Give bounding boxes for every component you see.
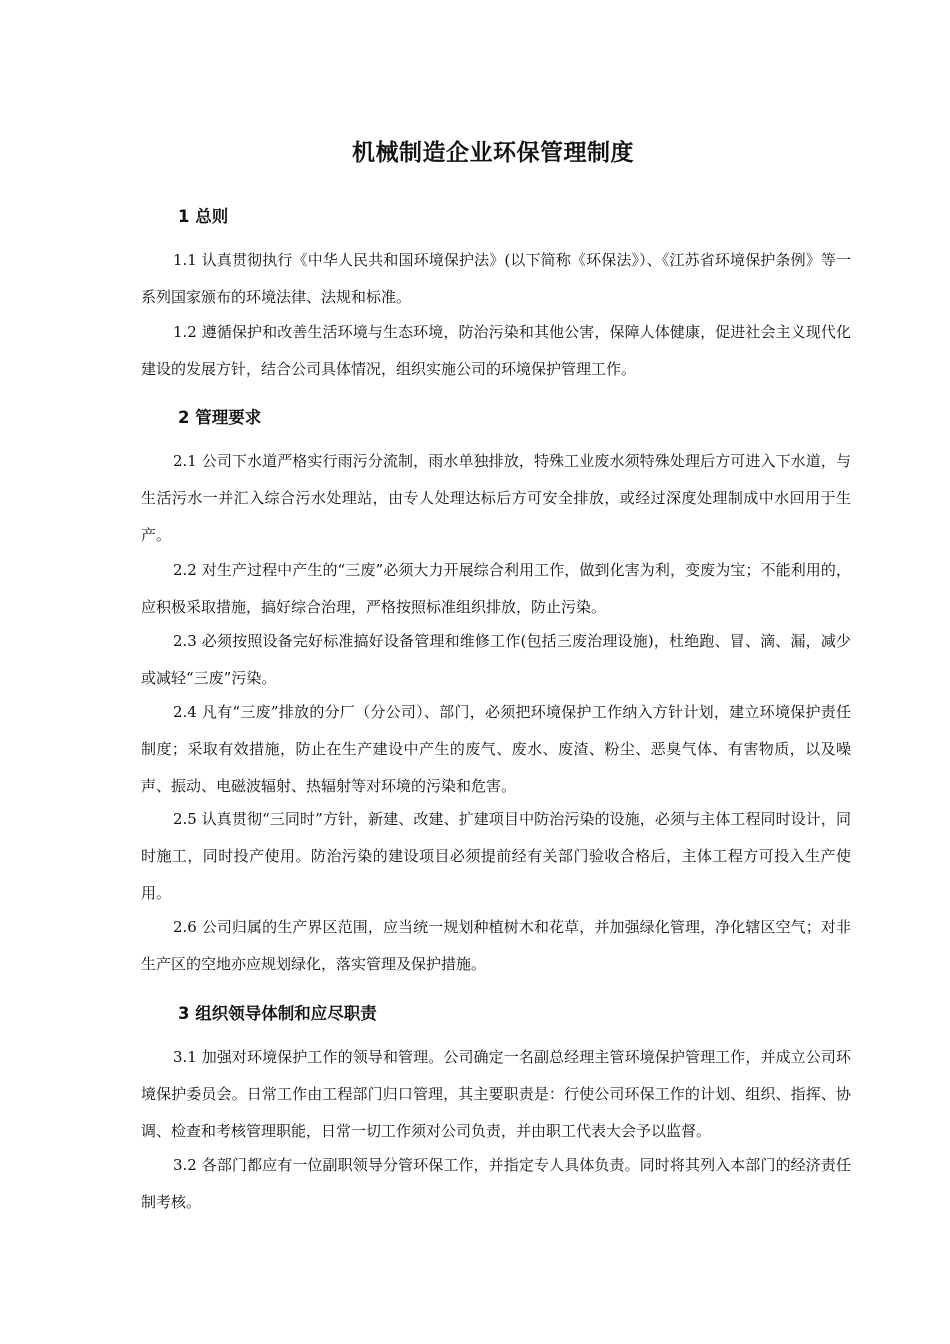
paragraph-2-3: 2.3 必须按照设备完好标准搞好设备管理和维修工作(包括三废治理设施)，杜绝跑、冒、滴、漏，减少或减轻“三废”污染。 [141,632,851,687]
paragraph-2-1: 2.1 公司下水道严格实行雨污分流制，雨水单独排放，特殊工业废水须特殊处理后方可进入下水道，与生活污水一并汇入综合污水处理站，由专人处理达标后方可安全排放，或经过深度处理制成中水回用于生产。 [141,452,851,544]
paragraph-3-1: 3.1 加强对环境保护工作的领导和管理。公司确定一名副总经理主管环境保护管理工作，并成立公司环境保护委员会。日常工作由工程部门归口管理，其主要职责是：行使公司环保工作的计划、组织、指挥、协调、检查和考核管理职能，日常一切工作须对公司负责，并由职工代表大会予以监督。 [141,1048,851,1140]
paragraph-1-1: 1.1 认真贯彻执行《中华人民共和国环境保护法》(以下简称《环保法》）、《江苏省环境保护条例》等一系列国家颁布的环境法律、法规和标准。 [141,251,851,306]
paragraph-2-5: 2.5 认真贯彻“三同时”方针，新建、改建、扩建项目中防治污染的设施，必须与主体工程同时设计，同时施工，同时投产使用。防治污染的建设项目必须提前经有关部门验收合格后，主体工程方可投入生产使用。 [141,810,851,902]
paragraph-1-2: 1.2 遵循保护和改善生活环境与生态环境，防治污染和其他公害，保障人体健康，促进社会主义现代化建设的发展方针，结合公司具体情况，组织实施公司的环境保护管理工作。 [141,323,851,378]
document-title: 机械制造企业环保管理制度 [352,140,634,166]
paragraph-2-6: 2.6 公司归属的生产界区范围，应当统一规划种植树木和花草，并加强绿化管理，净化辖区空气；对非生产区的空地亦应规划绿化，落实管理及保护措施。 [141,918,851,973]
paragraph-2-2: 2.2 对生产过程中产生的“三废”必须大力开展综合利用工作，做到化害为利，变废为宝；不能利用的，应积极采取措施，搞好综合治理，严格按照标准组织排放，防止污染。 [141,561,851,616]
section-heading-organization-duties: 3 组织领导体制和应尽职责 [178,1004,377,1023]
paragraph-3-2: 3.2 各部门都应有一位副职领导分管环保工作，并指定专人具体负责。同时将其列入本部门的经济责任制考核。 [141,1156,851,1211]
paragraph-2-4: 2.4 凡有“三废”排放的分厂（分公司）、部门，必须把环境保护工作纳入方针计划，建立环境保护责任制度；采取有效措施，防止在生产建设中产生的废气、废水、废渣、粉尘、恶臭气体、有害物质，以及噪声、振动、电磁波辐射、热辐射等对环境的污染和危害。 [141,703,851,795]
section-heading-management-requirements: 2 管理要求 [178,408,262,427]
section-heading-general: 1 总则 [178,207,229,226]
